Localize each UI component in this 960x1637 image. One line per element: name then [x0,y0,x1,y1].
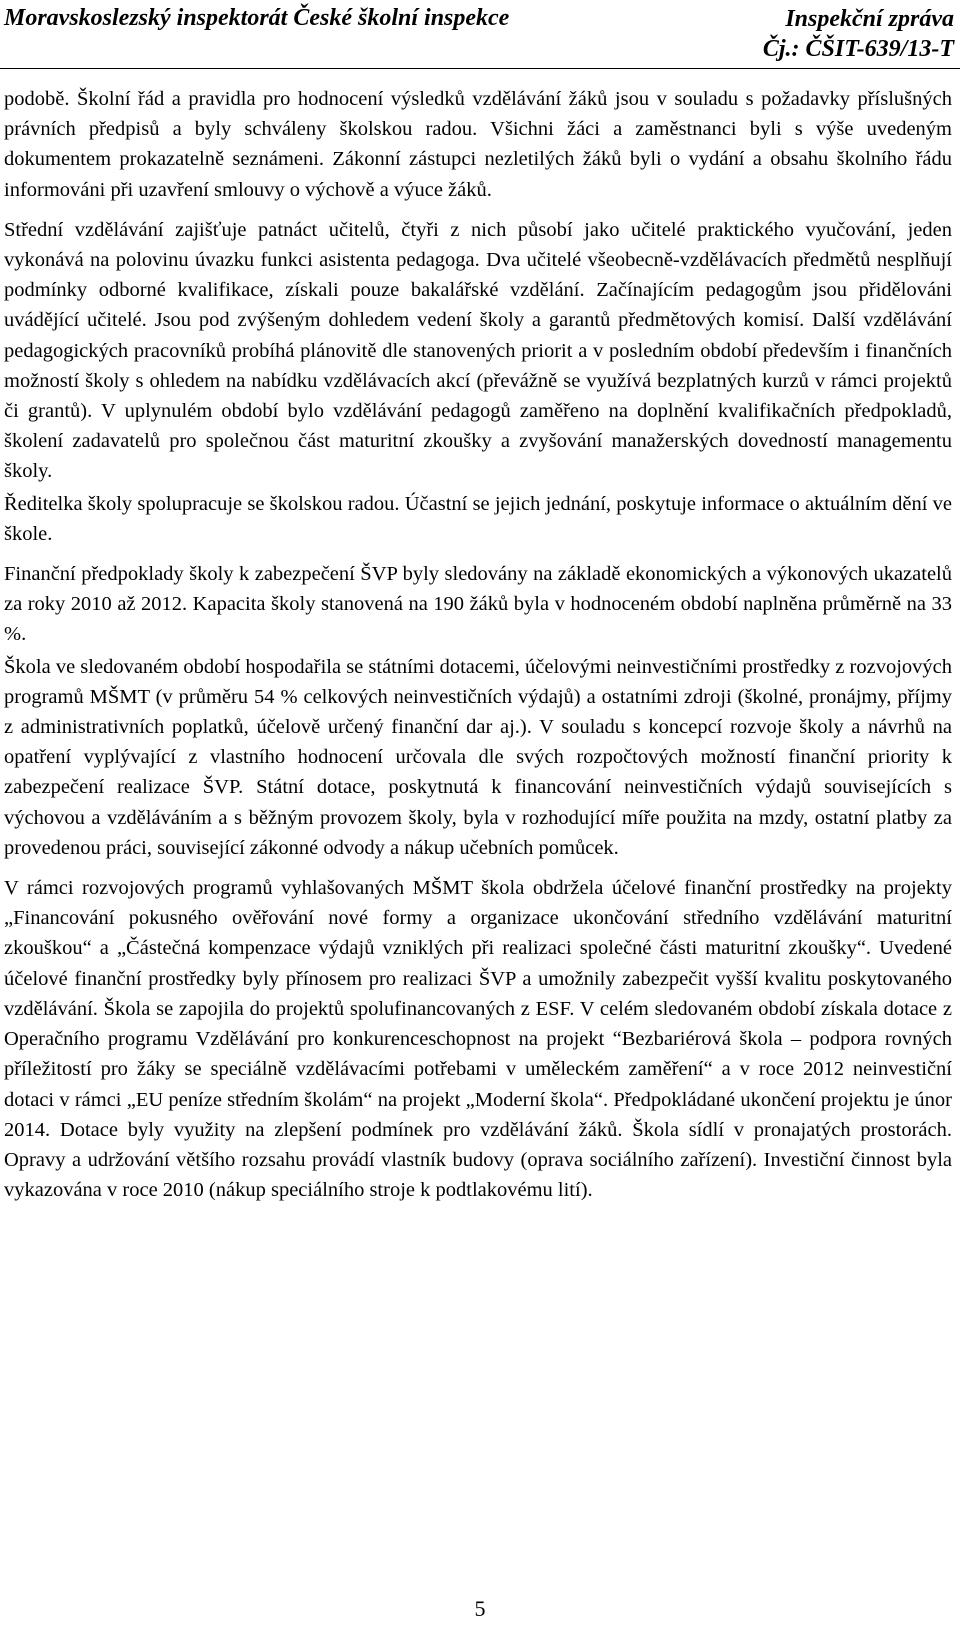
header-report-info [763,4,954,64]
paragraph-budget-management: Škola ve sledovaném období hospodařila se státními dotacemi, účelovými neinvestičními prostředky z rozvojových programů MŠMT (v průměru 54 % celkových neinvestičních výdajů) a ostatními zdroji (školné, pronájmy, příjmy z administrativních poplatků, účelově určený finanční dar aj.). V souladu s koncepcí rozvoje školy a návrhů na opatření vyplývající z vlastního hodnocení určovala dle svých rozpočtových možností finanční priority k zabezpečení realizace ŠVP. Státní dotace, poskytnutá k financování neinvestičních výdajů souvisejících s výchovou a vzděláváním a s běžným provozem školy, byla v rozhodující míře použita na mzdy, ostatní platby za provedenou práci, související zákonné odvody a nákup učebních pomůcek. [4,655,952,859]
paragraph-development-programs: V rámci rozvojových programů vyhlašovaných MŠMT škola obdržela účelové finanční prostředky na projekty „Financování pokusného ověřování nové formy a organizace ukončování středního vzdělávání maturitní zkouškou“ a „Částečná kompenzace výdajů vzniklých při realizaci společné části maturitní zkoušky“. Uvedené účelové finanční prostředky byly přínosem pro realizaci ŠVP a umožnily zabezpečit vyšší kvalitu poskytovaného vzdělávání. Škola se zapojila do projektů spolufinancovaných z ESF. V celém sledovaném období získala dotace z Operačního programu Vzdělávání pro konkurenceschopnost na projekt “Bezbariérová škola – podpora rovných příležitostí pro žáky se speciálně vzdělávacími potřebami v uměleckém zaměření“ a v roce 2012 neinvestiční dotaci v rámci „EU peníze středním školám“ na projekt „Moderní škola“. Předpokládané ukončení projektu je únor 2014. Dotace byly využity na zlepšení podmínek pro vzdělávání žáků. Škola sídlí v pronajatých prostorách. Opravy a udržování většího rozsahu provádí vlastník budovy (oprava sociálního zařízení). Investiční činnost byla vykazována v roce 2010 (nákup speciálního stroje k podtlakovému lití). [4,877,952,1202]
header-reference-number: Čj.: ČŠIT-639/13-T [762,36,954,62]
header-institution: Moravskoslezský inspektorát České školní inspekce [4,5,510,31]
paragraph-school-board: Ředitelka školy spolupracuje se školskou radou. Účastní se jejich jednání, poskytuje informace o aktuálním dění ve škole. [4,492,952,545]
paragraph-school-rules: podobě. Školní řád a pravidla pro hodnocení výsledků vzdělávání žáků jsou v souladu s požadavky příslušných právních předpisů a byly schváleny školskou radou. Všichni žáci a zaměstnanci byli s výše uvedeným dokumentem prokazatelně seznámeni. Zákonní zástupci nezletilých žáků byli o vydání a obsahu školního řádu informováni při uzavření smlouvy o výchově a výuce žáků. [4,88,952,201]
header-report-title: Inspekční zpráva [785,6,954,32]
paragraph-financial-conditions: Finanční předpoklady školy k zabezpečení ŠVP byly sledovány na základě ekonomických a výkonových ukazatelů za roky 2010 až 2012. Kapacita školy stanovená na 190 žáků byla v hodnoceném období naplněna průměrně na 33 %. [4,563,952,646]
paragraph-teaching-staff: Střední vzdělávání zajišťuje patnáct učitelů, čtyři z nich působí jako učitelé praktického vyučování, jeden vykonává na polovinu úvazku funkci asistenta pedagoga. Dva učitelé všeobecně-vzdělávacích předmětů nesplňují podmínky odborné kvalifikace, získali pouze bakalářské vzdělání. Začínajícím pedagogům jsou přidělováni uvádějící učitelé. Jsou pod zvýšeným dohledem vedení školy a garantů předmětových komisí. Další vzdělávání pedagogických pracovníků probíhá plánovitě dle stanovených priorit a v posledním období především i finančních možností školy s ohledem na nabídku vzdělávacích akcí (převážně se využívá bezplatných kurzů v rámci projektů či grantů). V uplynulém období bylo vzdělávání pedagogů zaměřeno na doplnění kvalifikačních předpokladů, školení zadavatelů pro společnou část maturitní zkoušky a zvyšování manažerských dovedností managementu školy. [4,218,952,483]
document-body [4,84,952,1215]
page-number: 5 [474,1596,486,1621]
page-header [0,0,960,69]
